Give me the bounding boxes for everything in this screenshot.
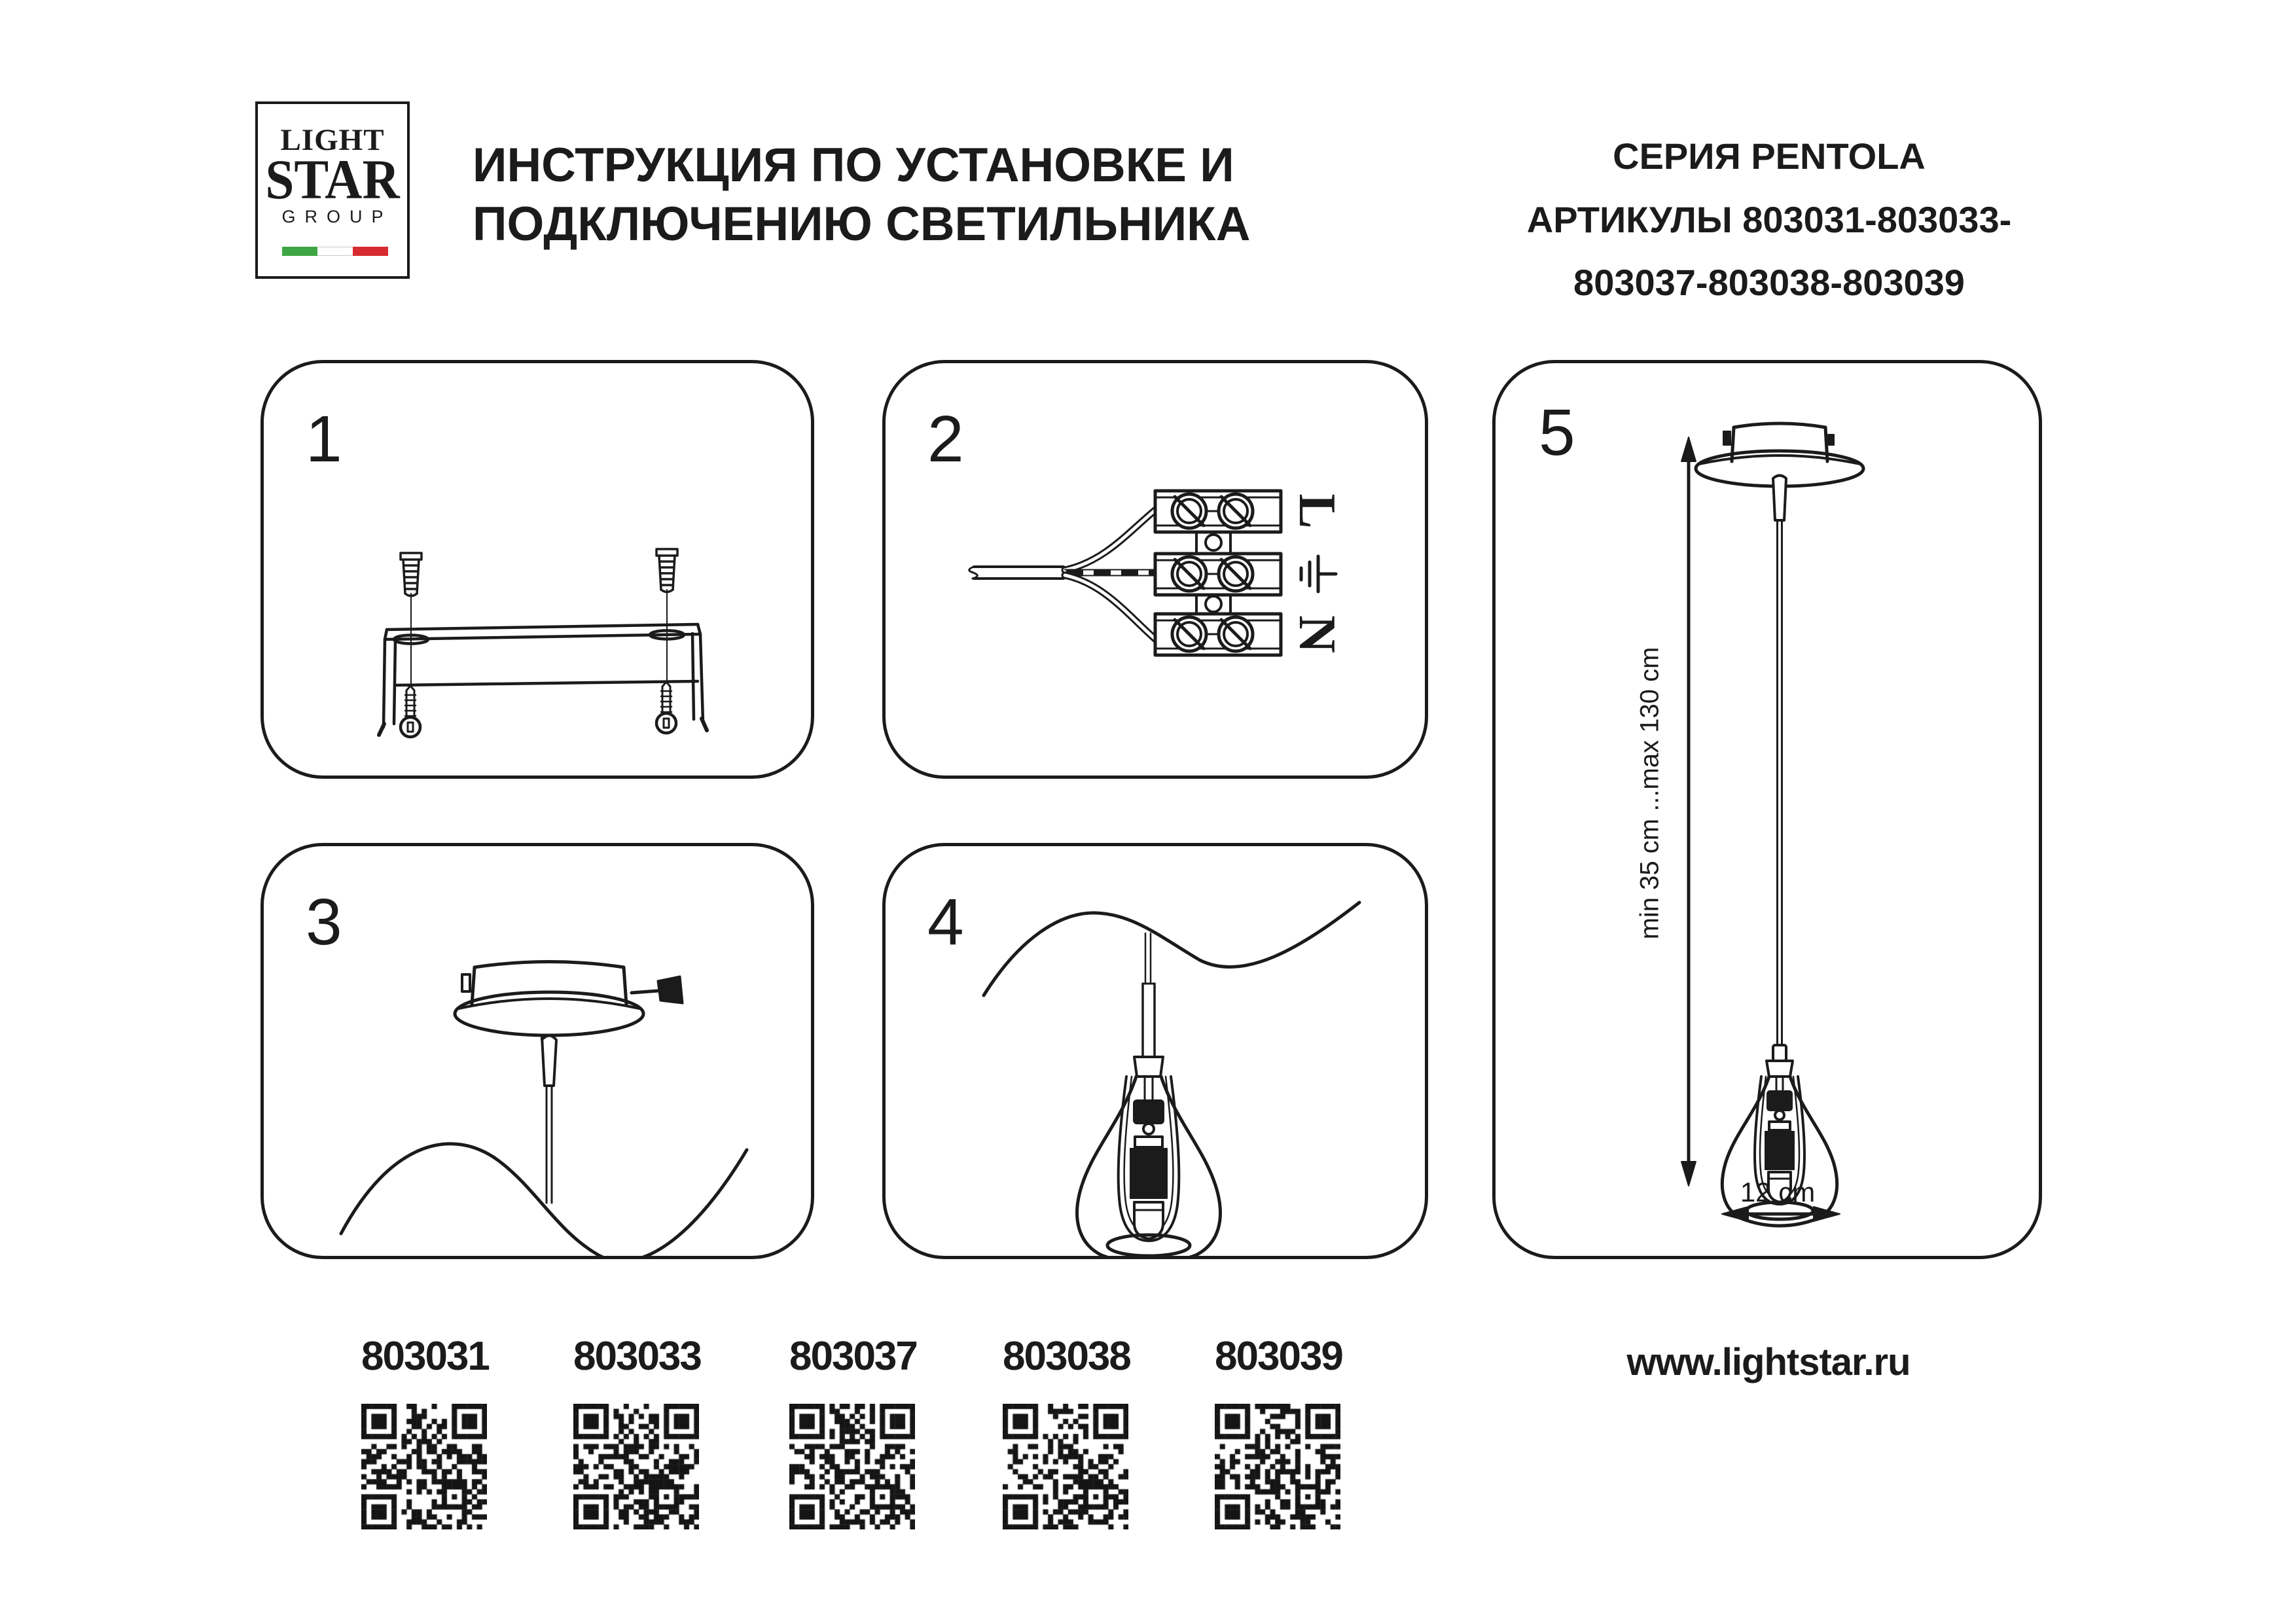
pendant-cord <box>1143 933 1155 1057</box>
articles-line-2: 803037-803038-803039 <box>1573 262 1965 303</box>
step-1-panel <box>260 360 814 779</box>
lightstar-logo <box>255 101 410 279</box>
live-label: L <box>1288 493 1346 529</box>
height-dimension-label: min 35 cm ...max 130 cm <box>1635 647 1664 940</box>
terminal-block-drawing <box>886 363 1425 776</box>
terminal-row <box>1155 614 1281 655</box>
screw-icon <box>401 686 420 737</box>
pendant-dimensions-drawing <box>1496 363 2039 1256</box>
flag-green <box>282 247 317 256</box>
screw-icon <box>656 682 676 733</box>
page-title <box>473 136 1291 254</box>
cord-connector <box>1773 1045 1786 1061</box>
title-line-1: ИНСТРУКЦИЯ ПО УСТАНОВКЕ И <box>473 139 1234 192</box>
article-number: 803038 <box>1003 1334 1130 1379</box>
wall-plug-icon <box>401 553 422 596</box>
title-line-2: ПОДКЛЮЧЕНИЮ СВЕТИЛЬНИКА <box>473 198 1251 251</box>
cord-grip <box>542 1036 556 1086</box>
article-number: 803031 <box>361 1334 489 1379</box>
step-5-panel <box>1492 360 2042 1259</box>
qr-code <box>789 1404 915 1529</box>
article-qr-item <box>789 1336 915 1529</box>
series-title: СЕРИЯ PENTOLA <box>1613 135 1926 177</box>
article-qr-item <box>1003 1336 1128 1529</box>
pendant-cord <box>1778 520 1782 1045</box>
qr-code <box>1003 1404 1128 1529</box>
mounting-bracket-drawing <box>264 363 811 776</box>
wall-plug-icon <box>656 549 677 592</box>
socket-and-bulb <box>1130 1077 1167 1239</box>
step-3-number: 3 <box>306 885 342 959</box>
step-2-panel <box>882 360 1428 779</box>
step-2-number: 2 <box>927 402 964 476</box>
height-dimension-arrow <box>1681 437 1696 1186</box>
earth-wire <box>1065 570 1155 576</box>
qr-code <box>1215 1404 1340 1529</box>
cord-grip <box>1773 476 1786 521</box>
article-qr-item <box>361 1336 487 1529</box>
article-qr-item <box>573 1336 699 1529</box>
step-4-number: 4 <box>927 885 964 959</box>
article-qr-item <box>1215 1336 1340 1529</box>
italian-flag-icon <box>282 247 388 256</box>
article-number: 803037 <box>789 1334 917 1379</box>
step-4-panel <box>882 843 1428 1259</box>
neutral-wire <box>1065 575 1158 641</box>
side-screw-icon <box>632 976 683 1003</box>
qr-code <box>573 1404 699 1529</box>
cable-wave <box>984 902 1359 995</box>
article-number: 803033 <box>573 1334 701 1379</box>
live-wire <box>1065 508 1158 570</box>
step-3-panel <box>260 843 814 1259</box>
flag-red <box>353 247 388 256</box>
article-number: 803039 <box>1215 1334 1342 1379</box>
supply-cable <box>969 567 1064 579</box>
earth-icon <box>1301 556 1336 592</box>
width-dimension-label: 12 cm <box>1740 1177 1816 1207</box>
logo-word-star: STAR <box>265 148 400 211</box>
pendant-cord <box>547 1086 552 1203</box>
step-1-number: 1 <box>306 402 342 476</box>
qr-code <box>361 1404 487 1529</box>
shade-neck <box>1134 1057 1163 1077</box>
ceiling-canopy <box>455 962 643 1036</box>
pendant-lamp-drawing <box>886 846 1425 1256</box>
logo-word-light: LIGHT <box>280 123 385 157</box>
neutral-label: N <box>1288 615 1346 653</box>
terminal-row <box>1155 554 1281 595</box>
articles-line-1: АРТИКУЛЫ 803031-803033- <box>1526 199 2012 240</box>
cable-wave <box>341 1144 747 1256</box>
flag-white <box>317 247 353 256</box>
canopy-drawing <box>264 846 811 1256</box>
step-5-number: 5 <box>1539 396 1575 469</box>
website-link: www.lightstar.ru <box>1626 1341 1910 1383</box>
shade-neck <box>1767 1061 1793 1077</box>
logo-word-group: GROUP <box>281 207 393 226</box>
terminal-row <box>1155 491 1281 532</box>
